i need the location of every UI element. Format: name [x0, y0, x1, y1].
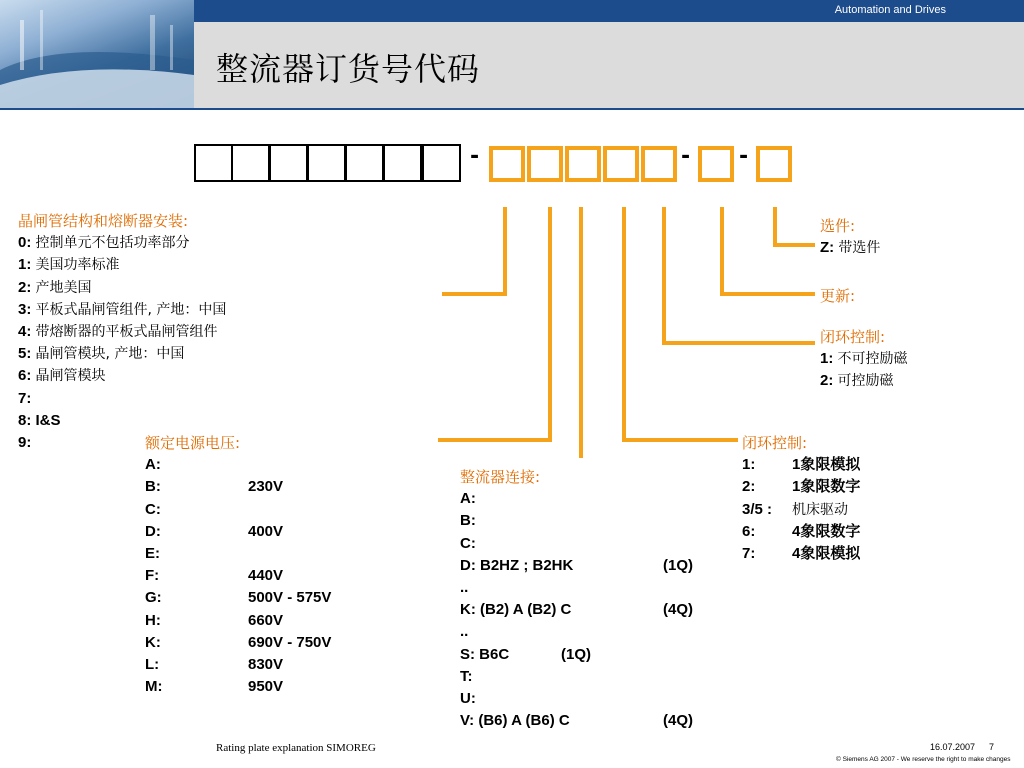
item-code: S: B6C [460, 645, 510, 663]
list-item [820, 348, 908, 370]
list-item [18, 388, 226, 410]
item-desc: 带熔断器的平板式晶闸管组件 [35, 324, 218, 341]
list-item [460, 710, 693, 732]
item-code: 1: [820, 350, 834, 368]
list-item [460, 688, 693, 710]
list-item [18, 365, 226, 387]
list-item [145, 654, 331, 676]
item-code: C: [460, 534, 476, 552]
item-code: B: [145, 478, 161, 496]
list-item [460, 621, 693, 643]
footer-caption: Rating plate explanation SIMOREG [216, 742, 376, 754]
list-item [18, 232, 226, 254]
footer-copyright: © Siemens AG 2007 - We reserve the right to make changes [836, 756, 1011, 763]
item-code: E: [145, 545, 160, 563]
item-code: 6: [18, 367, 32, 385]
item-desc: 控制单元不包括功率部分 [35, 235, 190, 252]
item-code: 2: [18, 278, 32, 296]
list-item [460, 488, 693, 510]
item-desc: 美国功率标准 [35, 257, 120, 274]
item-desc: 不可控励磁 [837, 351, 908, 368]
connector-update [722, 207, 815, 294]
item-desc: 1象限数字 [792, 478, 861, 496]
closed-loop-block-2 [820, 326, 908, 393]
closed-loop-1-title: 闭环控制: [742, 434, 808, 452]
closed-loop-block-1 [742, 432, 860, 565]
list-item [460, 510, 693, 532]
voltage-block [145, 432, 331, 698]
code-separator-2: - [681, 144, 691, 169]
item-value: 400V [248, 522, 284, 540]
list-item [460, 644, 693, 666]
list-item [145, 543, 331, 565]
list-item [460, 599, 693, 621]
code-separator-1: - [470, 144, 480, 169]
item-desc: 4象限模拟 [792, 545, 861, 563]
list-item [145, 499, 331, 521]
item-desc: 可控励磁 [837, 373, 894, 390]
item-value: 440V [248, 567, 284, 585]
item-code: U: [460, 690, 476, 708]
item-code: F: [145, 567, 160, 585]
item-code: T: [460, 667, 473, 685]
list-item [145, 565, 331, 587]
item-code: 7: [18, 389, 32, 407]
page-title: 整流器订货号代码 [216, 50, 481, 88]
item-value: 690V - 750V [248, 633, 332, 651]
item-desc: 机床驱动 [792, 501, 848, 518]
item-desc: 平板式晶闸管组件, 产地：中国 [35, 301, 227, 318]
item-value: 500V - 575V [248, 589, 332, 607]
item-desc: 晶闸管模块, 产地：中国 [35, 346, 185, 363]
item-code: G: [145, 589, 162, 607]
list-item [18, 321, 226, 343]
item-code: H: [145, 611, 161, 629]
list-item [742, 543, 860, 565]
option-block [820, 215, 880, 259]
item-quadrant: (1Q) [663, 556, 693, 574]
connector-thyristor [442, 207, 505, 294]
item-code: 1: [18, 256, 32, 274]
item-code: .. [460, 579, 469, 597]
connector-option [775, 207, 815, 245]
connection-title: 整流器连接: [460, 468, 541, 486]
item-code: D: [145, 522, 161, 540]
list-item [145, 610, 331, 632]
thyristor-block [18, 210, 226, 454]
item-desc: 带选件 [838, 240, 881, 257]
item-code: A: [145, 456, 161, 474]
item-desc: 1象限模拟 [792, 456, 861, 474]
thyristor-title: 晶闸管结构和熔断器安装: [18, 212, 189, 230]
item-code: M: [145, 678, 163, 696]
item-code: 9: [18, 434, 32, 452]
item-code: Z: [820, 239, 835, 257]
item-code: 0: [18, 234, 32, 252]
item-desc: 4象限数字 [792, 522, 861, 540]
list-item [742, 499, 860, 521]
item-code: .. [460, 623, 469, 641]
code-separator-3: - [739, 144, 749, 169]
item-code: 3/5 : [742, 500, 773, 518]
item-quadrant: (4Q) [663, 601, 693, 619]
item-code: 2: [820, 372, 834, 390]
item-code: L: [145, 656, 160, 674]
item-code: K: [145, 633, 161, 651]
list-item [145, 521, 331, 543]
item-code: A: [460, 490, 476, 508]
list-item [18, 277, 226, 299]
item-code: 2: [742, 478, 756, 496]
list-item [145, 587, 331, 609]
item-value: 950V [248, 678, 284, 696]
item-code: 6: [742, 522, 756, 540]
list-item [18, 410, 226, 432]
list-item [145, 454, 331, 476]
item-value: 830V [248, 656, 284, 674]
list-item [820, 370, 908, 392]
list-item [742, 476, 860, 498]
voltage-title: 额定电源电压: [145, 434, 241, 452]
list-item [18, 343, 226, 365]
list-item [18, 254, 226, 276]
list-item [460, 666, 693, 688]
update-block [820, 285, 855, 307]
item-quadrant: (4Q) [663, 712, 693, 730]
item-code: D: B2HZ ; B2HK [460, 556, 574, 574]
list-item [742, 454, 860, 476]
item-value: 230V [248, 478, 284, 496]
list-item [145, 632, 331, 654]
item-desc: I&S [35, 411, 61, 429]
item-code: B: [460, 512, 476, 530]
connection-block [460, 466, 693, 732]
item-code: 1: [742, 456, 756, 474]
brand-label: Automation and Drives [834, 4, 946, 16]
item-code: 7: [742, 545, 756, 563]
list-item [820, 237, 880, 259]
list-item [145, 676, 331, 698]
item-desc: 晶闸管模块 [35, 368, 106, 385]
item-code: V: (B6) A (B6) C [460, 712, 570, 730]
update-title: 更新: [820, 287, 856, 305]
item-desc: 产地美国 [35, 279, 92, 296]
item-code: 3: [18, 300, 32, 318]
list-item [460, 577, 693, 599]
list-item [145, 476, 331, 498]
item-code: 5: [18, 345, 32, 363]
list-item [18, 299, 226, 321]
item-code: K: (B2) A (B2) C [460, 601, 572, 619]
closed-loop-2-title: 闭环控制: [820, 328, 886, 346]
list-item [460, 533, 693, 555]
list-item [742, 521, 860, 543]
footer-date: 16.07.2007 [930, 742, 976, 752]
item-code: 4: [18, 323, 32, 341]
item-code: 8: [18, 411, 32, 429]
item-value: 660V [248, 611, 284, 629]
connector-closed-loop-2 [664, 207, 815, 343]
page-number: 7 [989, 742, 995, 752]
item-quadrant: (1Q) [561, 645, 591, 663]
connector-voltage [438, 207, 550, 440]
option-title: 选件: [820, 217, 856, 235]
item-code: C: [145, 500, 161, 518]
list-item [460, 555, 693, 577]
